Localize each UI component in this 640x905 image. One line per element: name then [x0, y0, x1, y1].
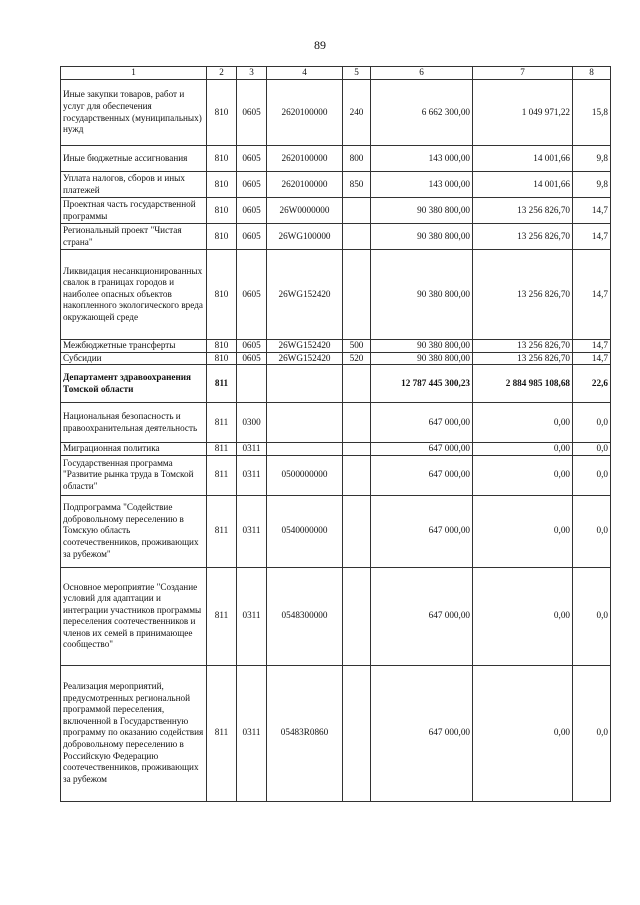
- cell-section: [237, 365, 267, 403]
- cell-name: Национальная безопасность и правоохранительная деятельность: [61, 403, 207, 443]
- cell-section: 0605: [237, 80, 267, 146]
- cell-actual: 14 001,66: [473, 172, 573, 198]
- column-header: 1: [61, 67, 207, 80]
- table-row: [61, 340, 611, 353]
- cell-plan: 90 380 800,00: [371, 198, 473, 224]
- column-header: 3: [237, 67, 267, 80]
- cell-type: [343, 224, 371, 250]
- cell-type: [343, 567, 371, 665]
- cell-actual: 13 256 826,70: [473, 340, 573, 353]
- cell-type: [343, 365, 371, 403]
- cell-target: 26W0000000: [267, 198, 343, 224]
- cell-name: Миграционная политика: [61, 443, 207, 456]
- cell-section: 0605: [237, 340, 267, 353]
- cell-type: 800: [343, 146, 371, 172]
- cell-percent: 9,8: [573, 146, 611, 172]
- cell-ministry: 811: [207, 443, 237, 456]
- cell-percent: 14,7: [573, 352, 611, 365]
- cell-target: 2620100000: [267, 80, 343, 146]
- cell-section: 0311: [237, 567, 267, 665]
- table-row: [61, 352, 611, 365]
- cell-section: 0605: [237, 224, 267, 250]
- cell-ministry: 810: [207, 172, 237, 198]
- cell-type: [343, 455, 371, 495]
- table-row: [61, 495, 611, 567]
- table-header-row: [61, 67, 611, 80]
- table-body: [61, 80, 611, 802]
- cell-target: 26WG152420: [267, 340, 343, 353]
- cell-name: Ликвидация несанкционированных свалок в границах городов и наиболее опасных объектов накопленного экологического вреда окружающей среде: [61, 250, 207, 340]
- table-row: [61, 443, 611, 456]
- cell-type: 500: [343, 340, 371, 353]
- table-row: [61, 665, 611, 801]
- cell-plan: 647 000,00: [371, 403, 473, 443]
- cell-ministry: 811: [207, 403, 237, 443]
- cell-section: 0605: [237, 250, 267, 340]
- column-header: 4: [267, 67, 343, 80]
- cell-section: 0605: [237, 352, 267, 365]
- table-row: [61, 403, 611, 443]
- cell-actual: 0,00: [473, 665, 573, 801]
- cell-target: 26WG152420: [267, 352, 343, 365]
- cell-actual: 0,00: [473, 403, 573, 443]
- cell-target: 26WG152420: [267, 250, 343, 340]
- table-row: [61, 172, 611, 198]
- cell-ministry: 811: [207, 567, 237, 665]
- cell-plan: 90 380 800,00: [371, 340, 473, 353]
- column-header: 6: [371, 67, 473, 80]
- cell-section: 0311: [237, 455, 267, 495]
- table-row: [61, 80, 611, 146]
- cell-actual: 1 049 971,22: [473, 80, 573, 146]
- cell-actual: 2 884 985 108,68: [473, 365, 573, 403]
- cell-percent: 14,7: [573, 340, 611, 353]
- cell-section: 0605: [237, 172, 267, 198]
- cell-type: [343, 495, 371, 567]
- cell-plan: 647 000,00: [371, 455, 473, 495]
- cell-plan: 647 000,00: [371, 665, 473, 801]
- budget-table: [60, 66, 611, 802]
- cell-ministry: 810: [207, 340, 237, 353]
- cell-target: [267, 443, 343, 456]
- column-header: 8: [573, 67, 611, 80]
- cell-name: Подпрограмма "Содействие добровольному переселению в Томскую область соотечественников, проживающих за рубежом": [61, 495, 207, 567]
- cell-percent: 0,0: [573, 403, 611, 443]
- cell-target: 2620100000: [267, 146, 343, 172]
- table-row: [61, 224, 611, 250]
- cell-plan: 143 000,00: [371, 172, 473, 198]
- cell-percent: 0,0: [573, 455, 611, 495]
- cell-type: 850: [343, 172, 371, 198]
- table-row: [61, 146, 611, 172]
- cell-section: 0311: [237, 443, 267, 456]
- cell-target: 2620100000: [267, 172, 343, 198]
- cell-ministry: 810: [207, 224, 237, 250]
- table-row: [61, 567, 611, 665]
- cell-target: [267, 403, 343, 443]
- cell-name: Основное мероприятие "Создание условий для адаптации и интеграции участников программы переселения соотечественников и членов их семей в принимающее сообщество": [61, 567, 207, 665]
- cell-ministry: 811: [207, 455, 237, 495]
- cell-percent: 14,7: [573, 198, 611, 224]
- table-row: [61, 250, 611, 340]
- cell-target: 26WG100000: [267, 224, 343, 250]
- cell-ministry: 810: [207, 80, 237, 146]
- cell-plan: 90 380 800,00: [371, 224, 473, 250]
- cell-actual: 13 256 826,70: [473, 198, 573, 224]
- cell-actual: 0,00: [473, 567, 573, 665]
- cell-type: [343, 198, 371, 224]
- cell-percent: 0,0: [573, 443, 611, 456]
- cell-type: [343, 665, 371, 801]
- cell-section: 0605: [237, 146, 267, 172]
- cell-name: Проектная часть государственной программы: [61, 198, 207, 224]
- cell-ministry: 810: [207, 146, 237, 172]
- cell-name: Межбюджетные трансферты: [61, 340, 207, 353]
- cell-name: Иные закупки товаров, работ и услуг для обеспечения государственных (муниципальных) нужд: [61, 80, 207, 146]
- cell-section: 0605: [237, 198, 267, 224]
- cell-plan: 647 000,00: [371, 443, 473, 456]
- cell-plan: 90 380 800,00: [371, 352, 473, 365]
- cell-actual: 13 256 826,70: [473, 250, 573, 340]
- cell-plan: 143 000,00: [371, 146, 473, 172]
- cell-type: 520: [343, 352, 371, 365]
- cell-plan: 90 380 800,00: [371, 250, 473, 340]
- cell-section: 0311: [237, 665, 267, 801]
- cell-ministry: 811: [207, 365, 237, 403]
- cell-actual: 13 256 826,70: [473, 224, 573, 250]
- cell-percent: 22,6: [573, 365, 611, 403]
- cell-percent: 14,7: [573, 224, 611, 250]
- cell-section: 0311: [237, 495, 267, 567]
- cell-target: 0548300000: [267, 567, 343, 665]
- cell-percent: 14,7: [573, 250, 611, 340]
- cell-actual: 0,00: [473, 443, 573, 456]
- cell-name: Реализация мероприятий, предусмотренных региональной программой переселения, включенной в Государственную программу по оказанию содействия добровольному переселению в Российскую Федерацию соотечественников, проживающих за рубежом: [61, 665, 207, 801]
- table-row: [61, 365, 611, 403]
- cell-type: [343, 443, 371, 456]
- column-header: 2: [207, 67, 237, 80]
- cell-ministry: 810: [207, 352, 237, 365]
- cell-name: Иные бюджетные ассигнования: [61, 146, 207, 172]
- cell-percent: 15,8: [573, 80, 611, 146]
- table-row: [61, 198, 611, 224]
- cell-ministry: 811: [207, 495, 237, 567]
- cell-percent: 0,0: [573, 495, 611, 567]
- cell-actual: 14 001,66: [473, 146, 573, 172]
- cell-percent: 0,0: [573, 665, 611, 801]
- cell-target: 0500000000: [267, 455, 343, 495]
- cell-plan: 647 000,00: [371, 567, 473, 665]
- cell-plan: 12 787 445 300,23: [371, 365, 473, 403]
- page-number: 89: [314, 38, 326, 52]
- cell-name: Субсидии: [61, 352, 207, 365]
- cell-ministry: 811: [207, 665, 237, 801]
- cell-plan: 647 000,00: [371, 495, 473, 567]
- cell-type: 240: [343, 80, 371, 146]
- cell-percent: 9,8: [573, 172, 611, 198]
- column-header: 7: [473, 67, 573, 80]
- cell-name: Региональный проект "Чистая страна": [61, 224, 207, 250]
- cell-actual: 13 256 826,70: [473, 352, 573, 365]
- cell-target: 05483R0860: [267, 665, 343, 801]
- cell-type: [343, 403, 371, 443]
- cell-actual: 0,00: [473, 455, 573, 495]
- cell-ministry: 810: [207, 198, 237, 224]
- cell-name: Департамент здравоохранения Томской области: [61, 365, 207, 403]
- cell-section: 0300: [237, 403, 267, 443]
- cell-percent: 0,0: [573, 567, 611, 665]
- column-header: 5: [343, 67, 371, 80]
- cell-type: [343, 250, 371, 340]
- cell-target: 0540000000: [267, 495, 343, 567]
- cell-ministry: 810: [207, 250, 237, 340]
- table-row: [61, 455, 611, 495]
- cell-name: Уплата налогов, сборов и иных платежей: [61, 172, 207, 198]
- cell-actual: 0,00: [473, 495, 573, 567]
- cell-target: [267, 365, 343, 403]
- cell-plan: 6 662 300,00: [371, 80, 473, 146]
- cell-name: Государственная программа "Развитие рынка труда в Томской области": [61, 455, 207, 495]
